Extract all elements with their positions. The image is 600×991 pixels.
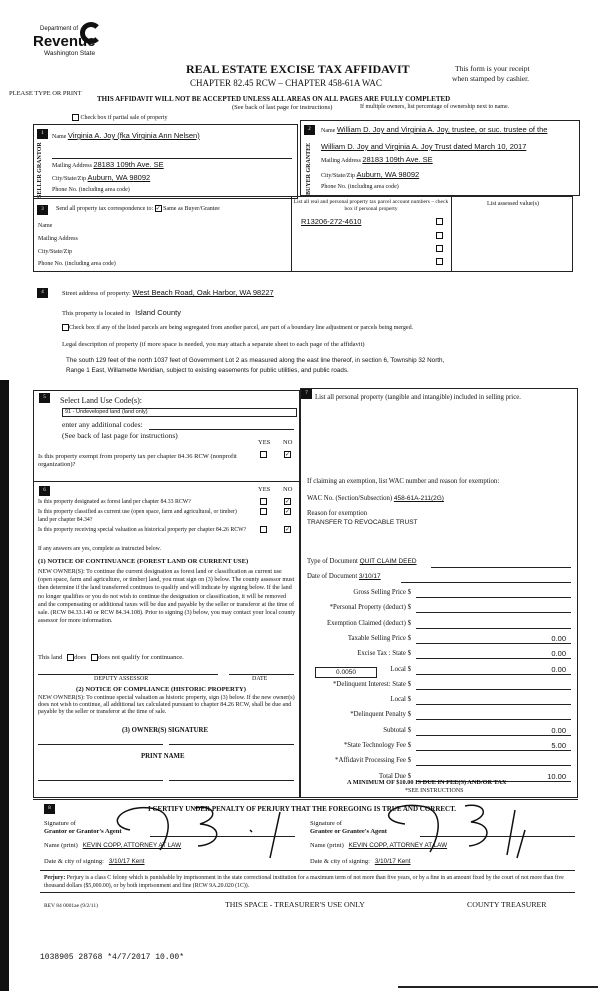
- fee-label: Total Due $: [379, 772, 411, 780]
- doc-type[interactable]: QUIT CLAIM DEED: [359, 558, 417, 565]
- corr-mailing-label: Mailing Address: [38, 236, 78, 242]
- personal-property-checkbox[interactable]: [436, 218, 443, 225]
- name-print-label: Name (print): [310, 842, 344, 849]
- street-address[interactable]: West Beach Road, Oak Harbor, WA 98227: [132, 288, 274, 297]
- logo-text: Revenue: [33, 33, 96, 50]
- fee-label: *Personal Property (deduct) $: [329, 604, 411, 612]
- type-or-print: PLEASE TYPE OR PRINT: [9, 90, 82, 97]
- forest-question: Is this property designated as forest land per chapter 84.33 RCW?: [38, 499, 191, 505]
- warning: THIS AFFIDAVIT WILL NOT BE ACCEPTED UNLESS ALL AREAS ON ALL PAGES ARE FULLY COMPLETED: [97, 95, 451, 103]
- fee-label: *Delinquent Interest: State $: [333, 680, 411, 688]
- corr-name-label: Name: [38, 223, 53, 229]
- owner-signature-label: (3) OWNER(S) SIGNATURE: [122, 727, 208, 734]
- partial-sale-checkbox[interactable]: Check box if partial sale of property: [72, 114, 167, 121]
- fee-label: Taxable Selling Price $: [347, 634, 411, 642]
- this-land-label: This land: [38, 654, 63, 661]
- legal-description-cont[interactable]: Range 1 East, Willamette Meridian, subject to existing easements for public utilities, and public roads.: [66, 367, 349, 374]
- doc-date-label: Date of Document: [307, 573, 358, 580]
- segregated-checkbox[interactable]: Check box if any of the listed parcels are being segregated from another parcel, are part of a boundary line adjustment or parcels being merged.: [62, 324, 413, 331]
- legal-description[interactable]: The south 129 feet of the north 1037 feet of Government Lot 2 as measured along the east line thereof, in section 6, Township 32 North,: [66, 357, 445, 364]
- section-number: 6: [39, 486, 50, 496]
- no-header: NO: [283, 486, 293, 493]
- current-use-question: Is this property classified as current use (open space, farm and agricultural, or timber) land per chapter 84.34?: [38, 509, 237, 523]
- corr-city-label: City/State/Zip: [38, 249, 72, 255]
- seller-phone-label: Phone No. (including area code): [52, 187, 130, 193]
- same-as-buyer-checkbox[interactable]: ✓: [155, 205, 161, 212]
- wac-number[interactable]: 458-61A-211(2G): [393, 495, 444, 502]
- grantee-date-city[interactable]: 3/10/17 Kent: [374, 858, 411, 865]
- chapter-line: CHAPTER 82.45 RCW – CHAPTER 458-61A WAC: [190, 78, 382, 88]
- city-label: City/State/Zip: [52, 176, 86, 182]
- fee-value[interactable]: 10.00: [547, 771, 566, 781]
- notice2-title: (2) NOTICE OF COMPLIANCE (HISTORIC PROPERTY): [76, 686, 246, 693]
- reason-label: Reason for exemption: [307, 510, 368, 517]
- name-print-label: Name (print): [44, 842, 78, 849]
- land-use-label: Select Land Use Code(s):: [60, 396, 142, 405]
- section-number: 1: [37, 129, 48, 139]
- see-back-note: (See back of last page for instructions): [62, 431, 178, 440]
- land-use-section: [33, 390, 300, 482]
- seller-section: [33, 124, 298, 199]
- grantor-date-city[interactable]: 3/10/17 Kent: [108, 858, 145, 865]
- side-label: SELLER GRANTOR: [37, 142, 43, 198]
- fee-value[interactable]: 0.00: [551, 664, 566, 674]
- fee-label: *Delinquent Penalty $: [350, 711, 411, 719]
- wac-label: WAC No. (Section/Subsection): [307, 495, 393, 502]
- section-number: 4: [37, 288, 48, 298]
- historic-question: Is this property receiving special valuation as historical property per chapter 84.26 RCW?: [38, 527, 247, 533]
- forest-no-checkbox[interactable]: ✓: [285, 497, 291, 505]
- name-label: Name: [52, 134, 67, 140]
- buyer-name-cont[interactable]: William D. Joy and Virginia A. Joy Trust dated March 10, 2017: [321, 142, 527, 151]
- see-instructions: *SEE INSTRUCTIONS: [405, 788, 464, 794]
- fee-label: *State Technology Fee $: [343, 742, 411, 749]
- seller-name[interactable]: Virginia A. Joy (fka Virginia Ann Nelsen): [67, 131, 200, 140]
- historic-yes-checkbox[interactable]: [260, 526, 267, 533]
- grantee-name[interactable]: KEVIN COPP, ATTORNEY AT LAW: [348, 842, 448, 849]
- county[interactable]: Island County: [135, 308, 181, 317]
- city-label: City/State/Zip: [321, 173, 355, 179]
- parcels-header: List all real and personal property tax parcel account numbers – check box if personal property: [293, 199, 449, 212]
- mailing-label: Mailing Address: [321, 158, 361, 164]
- does-not-checkbox[interactable]: [91, 654, 98, 661]
- doc-type-label: Type of Document: [307, 558, 358, 565]
- scan-edge: [0, 380, 9, 991]
- grantee-signature-label: Signature of Grantee or Grantee's Agent: [310, 820, 387, 835]
- section-number: 3: [37, 205, 48, 215]
- fee-value[interactable]: 5.00: [551, 741, 566, 750]
- correspondence-section: [33, 196, 573, 272]
- form-revision: REV 84 0001ae (9/2/11): [44, 903, 98, 909]
- seller-city[interactable]: Auburn, WA 98092: [87, 173, 151, 182]
- grantor-signature-label: Signature of Grantor or Grantor's Agent: [44, 820, 122, 835]
- fee-label: *Affidavit Processing Fee $: [335, 757, 411, 765]
- date-label: DATE: [252, 676, 268, 682]
- fee-value[interactable]: 0.00: [551, 649, 566, 659]
- fee-label: Exemption Claimed (deduct) $: [327, 619, 411, 627]
- fee-label: Local $: [390, 665, 411, 673]
- certify-statement: I CERTIFY UNDER PENALTY OF PERJURY THAT THE FOREGOING IS TRUE AND CORRECT.: [148, 805, 457, 813]
- assessed-header: List assessed value(s): [487, 201, 539, 207]
- exemption-label: If claiming an exemption, list WAC number and reason for exemption:: [307, 478, 500, 485]
- forest-yes-checkbox[interactable]: [260, 498, 267, 505]
- buyer-phone-label: Phone No. (including area code): [321, 184, 399, 190]
- fee-label: Gross Selling Price $: [353, 589, 411, 596]
- yes-header: YES: [258, 439, 271, 446]
- receipt-note: This form is your receipt: [455, 64, 530, 73]
- section-number: 2: [304, 125, 315, 135]
- section-6: 6 YES NO Is this property designated as forest land per chapter 84.33 RCW? ✓ Is this property classified as current use (open space, farm and agricultural, or timber) land per chapter 84.34? ✓ Is this property receiving special valuation as historical property per chapter 84.26 RCW? ✓ If any answers are yes, complete as instructed below. (1) NOTICE OF CONTINUANCE (FOREST LAND OR CURRENT USE) NEW OWNER(S): To continue the current designation as forest land or classification as current use (open space, farm and agriculture, or timber) land, you must sign on (3) below. The county assessor must then determine if the land transferred continues to qualify and will indicate by signing below. If the land no longer qualifies or you do not wish to continue the designation or classification, it will be removed and the compensating or additional taxes will be due and payable by the seller or transferor at the time of sale. (RCW 84.33.140 or RCW 84.34.108). Prior to signing (3) below, you may contact your local county assessor for more information. This land does does not qualify for continuance. DEPUTY ASSESSOR DATE (2) NOTICE OF COMPLIANCE (HISTORIC PROPERTY) NEW OWNER(S): To continue special valuation as historic property, sign (3) below. If the new owner(s) does not wish to continue, all additional tax calculated pursuant to chapter 84.26 RCW, shall be due and payable by the seller or transferor at the time of sale. (3) OWNER(S) SIGNATURE PRINT NAME: [33, 482, 300, 798]
- current-use-no-checkbox[interactable]: ✓: [285, 507, 291, 515]
- buyer-section: [300, 120, 580, 196]
- logo-text: Department of: [40, 26, 79, 32]
- logo-swirl-icon: [80, 22, 102, 44]
- buyer-name[interactable]: William D. Joy and Virginia A. Joy, trustee, or suc. trustee of the: [336, 125, 548, 134]
- street-label: Street address of property:: [62, 290, 131, 297]
- form-title: REAL ESTATE EXCISE TAX AFFIDAVIT: [186, 62, 410, 76]
- notice1-text: NEW OWNER(S): To continue the current designation as forest land or classification as current use (open space, farm and agriculture, or timber) land, you must sign on (3) below. The county assessor must then determine if the land transferred continues to qualify and will indicate by signing below. If the land no longer qualifies or you do not wish to continue the designation or classification, it will be removed and the compensating or additional taxes will be due and payable by the seller or transferor at the time of sale. (RCW 84.33.140 or RCW 84.34.108). Prior to signing (3) below, you may contact your local county assessor for more information.: [38, 569, 296, 625]
- date-city-label: Date & city of signing:: [44, 858, 104, 865]
- yes-header: YES: [258, 486, 271, 493]
- legal-label: Legal description of property (if more space is needed, you may attach a separate sheet to each page of the affidavit): [62, 341, 365, 348]
- personal-property-checkbox[interactable]: [436, 232, 443, 239]
- section-7: [300, 388, 578, 798]
- notice2-text: NEW OWNER(S): To continue special valuation as historic property, sign (3) below. If the new owner(s) does not wish to continue, all additional tax calculated pursuant to chapter 84.26 RCW, shall be due and payable by the seller or transferor at the time of sale.: [38, 695, 295, 716]
- fee-value[interactable]: 0.00: [551, 633, 566, 643]
- seller-mailing[interactable]: 28183 109th Ave. SE: [93, 160, 164, 169]
- receipt-note: when stamped by cashier.: [452, 74, 530, 83]
- personal-property-label: List all personal property (tangible and intangible) included in selling price.: [315, 394, 521, 401]
- buyer-mailing[interactable]: 28183 109th Ave. SE: [362, 155, 433, 164]
- fee-label: Subtotal $: [383, 726, 411, 734]
- fee-value[interactable]: 0.00: [551, 725, 566, 735]
- grantor-name[interactable]: KEVIN COPP, ATTORNEY AT LAW: [82, 842, 182, 849]
- additional-codes-label: enter any additional codes:: [62, 420, 143, 429]
- side-label: BUYER GRANTEE: [306, 142, 312, 195]
- section-number: 7: [301, 389, 312, 399]
- logo-text: Washington State: [44, 50, 96, 57]
- historic-no-checkbox[interactable]: ✓: [285, 525, 291, 533]
- parcel-number[interactable]: R13206-272-4610: [301, 217, 362, 226]
- fee-label: Local $: [390, 696, 411, 704]
- land-use-select[interactable]: 91 - Undeveloped land (land only): [62, 408, 297, 417]
- cashier-stamp: 1038905 28768 *4/7/2017 10.00*: [40, 953, 185, 962]
- section-number: 8: [44, 804, 55, 814]
- multiple-owners-note: If multiple owners, list percentage of ownership next to name.: [360, 104, 510, 110]
- local-rate-field[interactable]: 0.0050: [315, 667, 377, 678]
- mailing-label: Mailing Address: [52, 163, 92, 169]
- current-use-yes-checkbox[interactable]: [260, 508, 267, 515]
- perjury-note: Perjury: Perjury is a class C felony which is punishable by imprisonment in the state correctional institution for a maximum term of not more than five years, or by a fine in an amount fixed by the court of not more than five thousand dollars ($5,000.00), or by both imprisonment and fine (RCW 9A.20.020 (1C)).: [44, 875, 564, 889]
- exemption-reason[interactable]: TRANSFER TO REVOCABLE TRUST: [307, 519, 418, 526]
- no-header: NO: [283, 439, 293, 446]
- instructions-note: (See back of last page for instructions): [232, 104, 333, 111]
- located-label: This property is located in: [62, 310, 131, 317]
- fee-label: Excise Tax : State $: [357, 650, 411, 658]
- name-label: Name: [321, 128, 336, 134]
- personal-property-checkbox[interactable]: [436, 258, 443, 265]
- doc-date[interactable]: 3/10/17: [358, 573, 381, 580]
- section-number: 5: [39, 393, 50, 403]
- deputy-assessor-label: DEPUTY ASSESSOR: [94, 676, 149, 682]
- same-as-label: Same as Buyer/Grantee: [163, 205, 220, 212]
- exempt-no-checkbox[interactable]: ✓: [285, 450, 291, 458]
- minimum-note: A MINIMUM OF $10.00 IS DUE IN FEE(S) AND/OR TAX: [347, 779, 507, 786]
- personal-property-checkbox[interactable]: [436, 245, 443, 252]
- treasurer-space: THIS SPACE - TREASURER'S USE ONLY: [225, 900, 365, 909]
- county-treasurer: COUNTY TREASURER: [467, 900, 547, 909]
- corr-phone-label: Phone No. (including area code): [38, 261, 116, 267]
- exempt-question: Is this property exempt from property tax per chapter 84.36 RCW (nonprofit organization)?: [38, 453, 237, 468]
- notice1-title: (1) NOTICE OF CONTINUANCE (FOREST LAND OR CURRENT USE): [38, 558, 249, 565]
- exempt-yes-checkbox[interactable]: [260, 451, 267, 458]
- correspondence-label: Send all property tax correspondence to:: [56, 205, 154, 212]
- date-city-label: Date & city of signing:: [310, 858, 370, 865]
- if-yes-note: If any answers are yes, complete as instructed below.: [38, 546, 161, 552]
- print-name-label: PRINT NAME: [141, 753, 185, 760]
- buyer-city[interactable]: Auburn, WA 98092: [356, 170, 420, 179]
